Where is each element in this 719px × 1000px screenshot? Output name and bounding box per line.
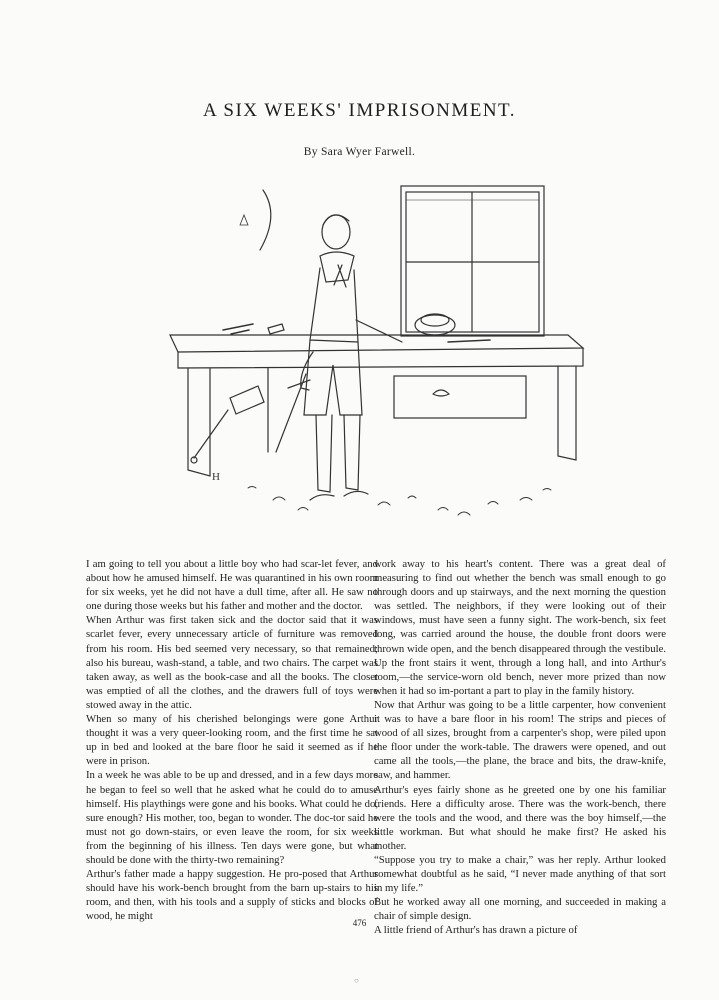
workbench-illustration	[148, 170, 598, 535]
article-byline: By Sara Wyer Farwell.	[303, 146, 416, 158]
workbench-drawing	[170, 314, 583, 476]
paragraph: A little friend of Arthur's has drawn a picture of	[374, 924, 578, 937]
paragraph: I am going to tell you about a little boy who had scar-let fever, and about how he amused himself. He was quarantined in his own room for six weeks, yet he did not have a dull time, after all. He saw no one during those weeks but his father and mother and the doctor.	[86, 558, 378, 613]
wood-shavings	[248, 487, 551, 516]
paragraph: work away to his heart's content. There was a great deal of measuring to find out whether the bench was small enough to go through doors and up stairways, and the next morning the question was settled. The neighbors, if they were looking out of their windows, must have seen a funny sight. The work-bench, six feet long, was carried around the house, the double front doors were thrown wide open, and the bench disappeared through the vestibule. Up the front stairs it went, through a long hall, and into Arthur's room,—the service-worn old bench, never more prized than now when it had so im-portant a part to play in the family history.	[374, 558, 666, 697]
article-column-left	[86, 557, 378, 923]
paragraph: When Arthur was first taken sick and the doctor said that it was scarlet fever, every unnecessary article of furniture was removed from his room. His bed seemed very necessary, so that remained; also his bureau, wash-stand, a table, and two chairs. The carpet was taken away, as well as the book-case and all the books. The closet was emptied of all the clothes, and the drawers full of toys were stowed away in the attic.	[86, 614, 378, 711]
paragraph: Arthur's father made a happy suggestion. He pro-posed that Arthur should have his work-bench brought from the barn up-stairs to his room, and then, with his tools and a supply of sticks and blocks of wood, he might	[86, 868, 378, 923]
paragraph: When so many of his cherished belongings were gone Arthur thought it was a very queer-looking room, and the first time he sat up in bed and looked at the bare floor he said it seemed as if he were in prison.	[86, 713, 378, 768]
paragraph: Arthur's eyes fairly shone as he greeted one by one his familiar friends. Here a difficulty arose. There was the work-bench, there were the tools and the wood, and there was the boy himself,—the little workman. But what should he make first? He asked his mother.	[374, 783, 666, 852]
page-number: 476	[352, 918, 367, 928]
article-title: A SIX WEEKS' IMPRISONMENT.	[202, 100, 516, 121]
illustrator-signature: H	[212, 471, 220, 483]
paragraph: In a week he was able to be up and dressed, and in a few days more he began to feel so well that he asked what he could do to amuse himself. His playthings were gone and his books. What could he do, sure enough? His mother, too, began to wonder. The doc-tor said he must not go down-stairs, or even leave the room, for six weeks from the beginning of his illness. Ten days were gone, but what should be done with the thirty-two remaining?	[86, 769, 378, 866]
window-drawing	[401, 186, 544, 336]
paragraph: Now that Arthur was going to be a little carpenter, how convenient it was to have a bare floor in his room! The strips and pieces of wood of all sizes, brought from a carpenter's shop, were piled upon the floor under the work-table. The drawers were opened, and out came all the tools,—the plane, the brace and bits, the draw-knife, saw, and hammer.	[374, 698, 666, 782]
binding-mark: ○	[354, 976, 359, 985]
boy-drawing	[276, 215, 402, 500]
paragraph: “Suppose you try to make a chair,” was her reply. Arthur looked somewhat doubtful as he said, “I never made anything of that sort in my life.”	[374, 853, 666, 895]
paragraph: But he worked away all one morning, and succeeded in making a chair of simple design.	[374, 896, 666, 923]
wall-picture-arc	[260, 190, 271, 250]
article-column-right	[374, 557, 666, 938]
